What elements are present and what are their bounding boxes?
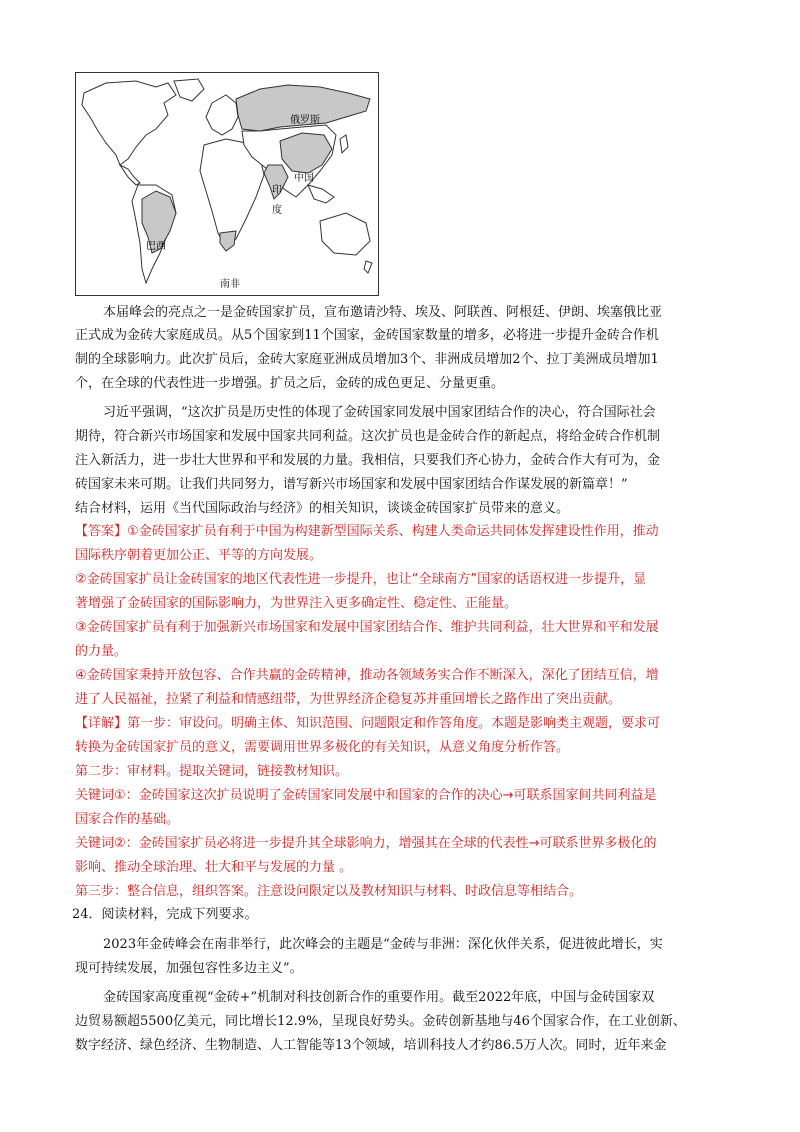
map-label-russia: 俄罗斯 (290, 115, 320, 126)
detail-step-2: 第二步：审材料。提取关键词，链接教材知识。 (75, 764, 349, 779)
southeast-asia-shape (308, 185, 334, 203)
paragraph-2-line-4: 砖国家未来可期。让我们共同努力，谱写新兴市场国家和发展中国家团结合作谋发展的新篇章！” (75, 477, 628, 492)
detail-step-1-line-2: 转换为金砖国家扩员的意义，需要调用世界多极化的有关知识，从意义角度分析作答。 (75, 740, 570, 755)
question-prompt: 结合材料，运用《当代国际政治与经济》的相关知识，谈谈金砖国家扩员带来的意义。 (75, 501, 570, 516)
map-label-brazil: 巴西 (146, 241, 166, 252)
answer-2-line-2: 著增强了金砖国家的国际影响力，为世界注入更多确定性、稳定性、正能量。 (75, 596, 518, 611)
world-map-svg (76, 73, 378, 295)
answer-2-line-1: ②金砖国家扩员让金砖国家的地区代表性进一步提升，也让“全球南方”国家的话语权进一步提升，显 (75, 572, 647, 587)
detail-step-3: 第三步：整合信息，组织答案。注意设问限定以及教材知识与材料、时政信息等相结合。 (75, 884, 583, 899)
japan-shape (340, 135, 348, 153)
europe-shape (206, 95, 238, 135)
answer-3-line-2: 的力量。 (75, 644, 128, 659)
paragraph-1-line-3: 制的全球影响力。此次扩员后，金砖大家庭亚洲成员增加3个、非洲成员增加2个、拉丁美洲成员增加1 (75, 352, 659, 367)
paragraph-2-line-2: 期待，符合新兴市场国家和发展中国家共同利益。这次扩员也是金砖合作的新起点，将给金砖合作机制 (75, 429, 661, 444)
question-24-paragraph-2-line-1: 金砖国家高度重视“金砖+”机制对科技创新合作的重要作用。截至2022年底，中国与金砖国家双 (103, 990, 655, 1005)
greenland-shape (174, 79, 204, 101)
question-24-paragraph-2-line-3: 数字经济、绿色经济、生物制造、人工智能等13个领域，培训科技人才约86.5万人次。同时，近年来金 (75, 1038, 667, 1053)
answer-1-line-1: 【答案】①金砖国家扩员有利于中国为构建新型国际关系、构建人类命运共同体发挥建设性作用，推动 (75, 524, 659, 539)
answer-4-line-1: ④金砖国家秉持开放包容、合作共赢的金砖精神，推动各领域务实合作不断深入，深化了团结互信，增 (75, 668, 659, 683)
paragraph-1-line-1: 本届峰会的亮点之一是金砖国家扩员，宣布邀请沙特、埃及、阿联酋、阿根廷、伊朗、埃塞俄比亚 (103, 305, 663, 320)
paragraph-1-line-2: 正式成为金砖大家庭成员。从5个国家到11个国家，金砖国家数量的增多，必将进一步提升金砖合作机 (75, 328, 659, 343)
new-zealand-shape (364, 261, 372, 273)
answer-3-line-1: ③金砖国家扩员有利于加强新兴市场国家和发展中国家团结合作、维护共同利益，壮大世界和平和发展 (75, 620, 659, 635)
keyword-1-line-2: 国家合作的基础。 (75, 812, 180, 827)
map-label-india-1: 印 (272, 185, 282, 196)
paragraph-2-line-1: 习近平强调，“这次扩员是历史性的体现了金砖国家同发展中国家团结合作的决心，符合国际社会 (103, 405, 656, 420)
north-america-shape (82, 81, 176, 165)
paragraph-1-line-4: 个，在全球的代表性进一步增强。扩员之后，金砖的成色更足、分量更重。 (75, 376, 505, 391)
answer-1-line-2: 国际秩序朝着更加公正、平等的方向发展。 (75, 548, 323, 563)
keyword-1-line-1: 关键词①：金砖国家这次扩员说明了金砖国家同发展中和国家的合作的决心→可联系国家间共同利益是 (75, 788, 657, 803)
question-24-title: 24．阅读材料，完成下列要求。 (72, 907, 258, 922)
question-24-paragraph-1-line-2: 现可持续发展，加强包容性多边主义”。 (75, 961, 303, 976)
south-africa-shape (220, 231, 236, 251)
keyword-2-line-2: 影响、推动全球治理、壮大和平与发展的力量 。 (75, 860, 353, 875)
paragraph-2-line-3: 注入新活力，进一步壮大世界和平和发展的力量。我相信，只要我们齐心协力，金砖合作大有可为，金 (75, 453, 661, 468)
australia-shape (320, 213, 370, 255)
central-america-shape (120, 165, 140, 185)
question-24-paragraph-1-line-1: 2023年金砖峰会在南非举行，此次峰会的主题是“金砖与非洲：深化伙伴关系，促进彼此增长，实 (103, 937, 663, 952)
answer-4-line-2: 进了人民福祉，拉紧了利益和情感纽带，为世界经济企稳复苏并重回增长之路作出了突出贡献。 (75, 692, 622, 707)
keyword-2-line-1: 关键词②：金砖国家扩员必将进一步提升其全球影响力，增强其在全球的代表性→可联系世界多极化的 (75, 836, 657, 851)
question-24-paragraph-2-line-2: 边贸易额超5500亿美元，同比增长12.9%，呈现良好势头。金砖创新基地与46个国家合作，在工业创新、 (75, 1014, 686, 1029)
map-label-south-africa: 南非 (220, 279, 240, 290)
detail-step-1-line-1: 【详解】第一步：审设问。明确主体、知识范围、问题限定和作答角度。本题是影响类主观题，要求可 (75, 716, 661, 731)
world-map-figure (75, 72, 379, 296)
map-label-india-2: 度 (272, 205, 282, 216)
map-label-china: 中国 (294, 173, 314, 184)
